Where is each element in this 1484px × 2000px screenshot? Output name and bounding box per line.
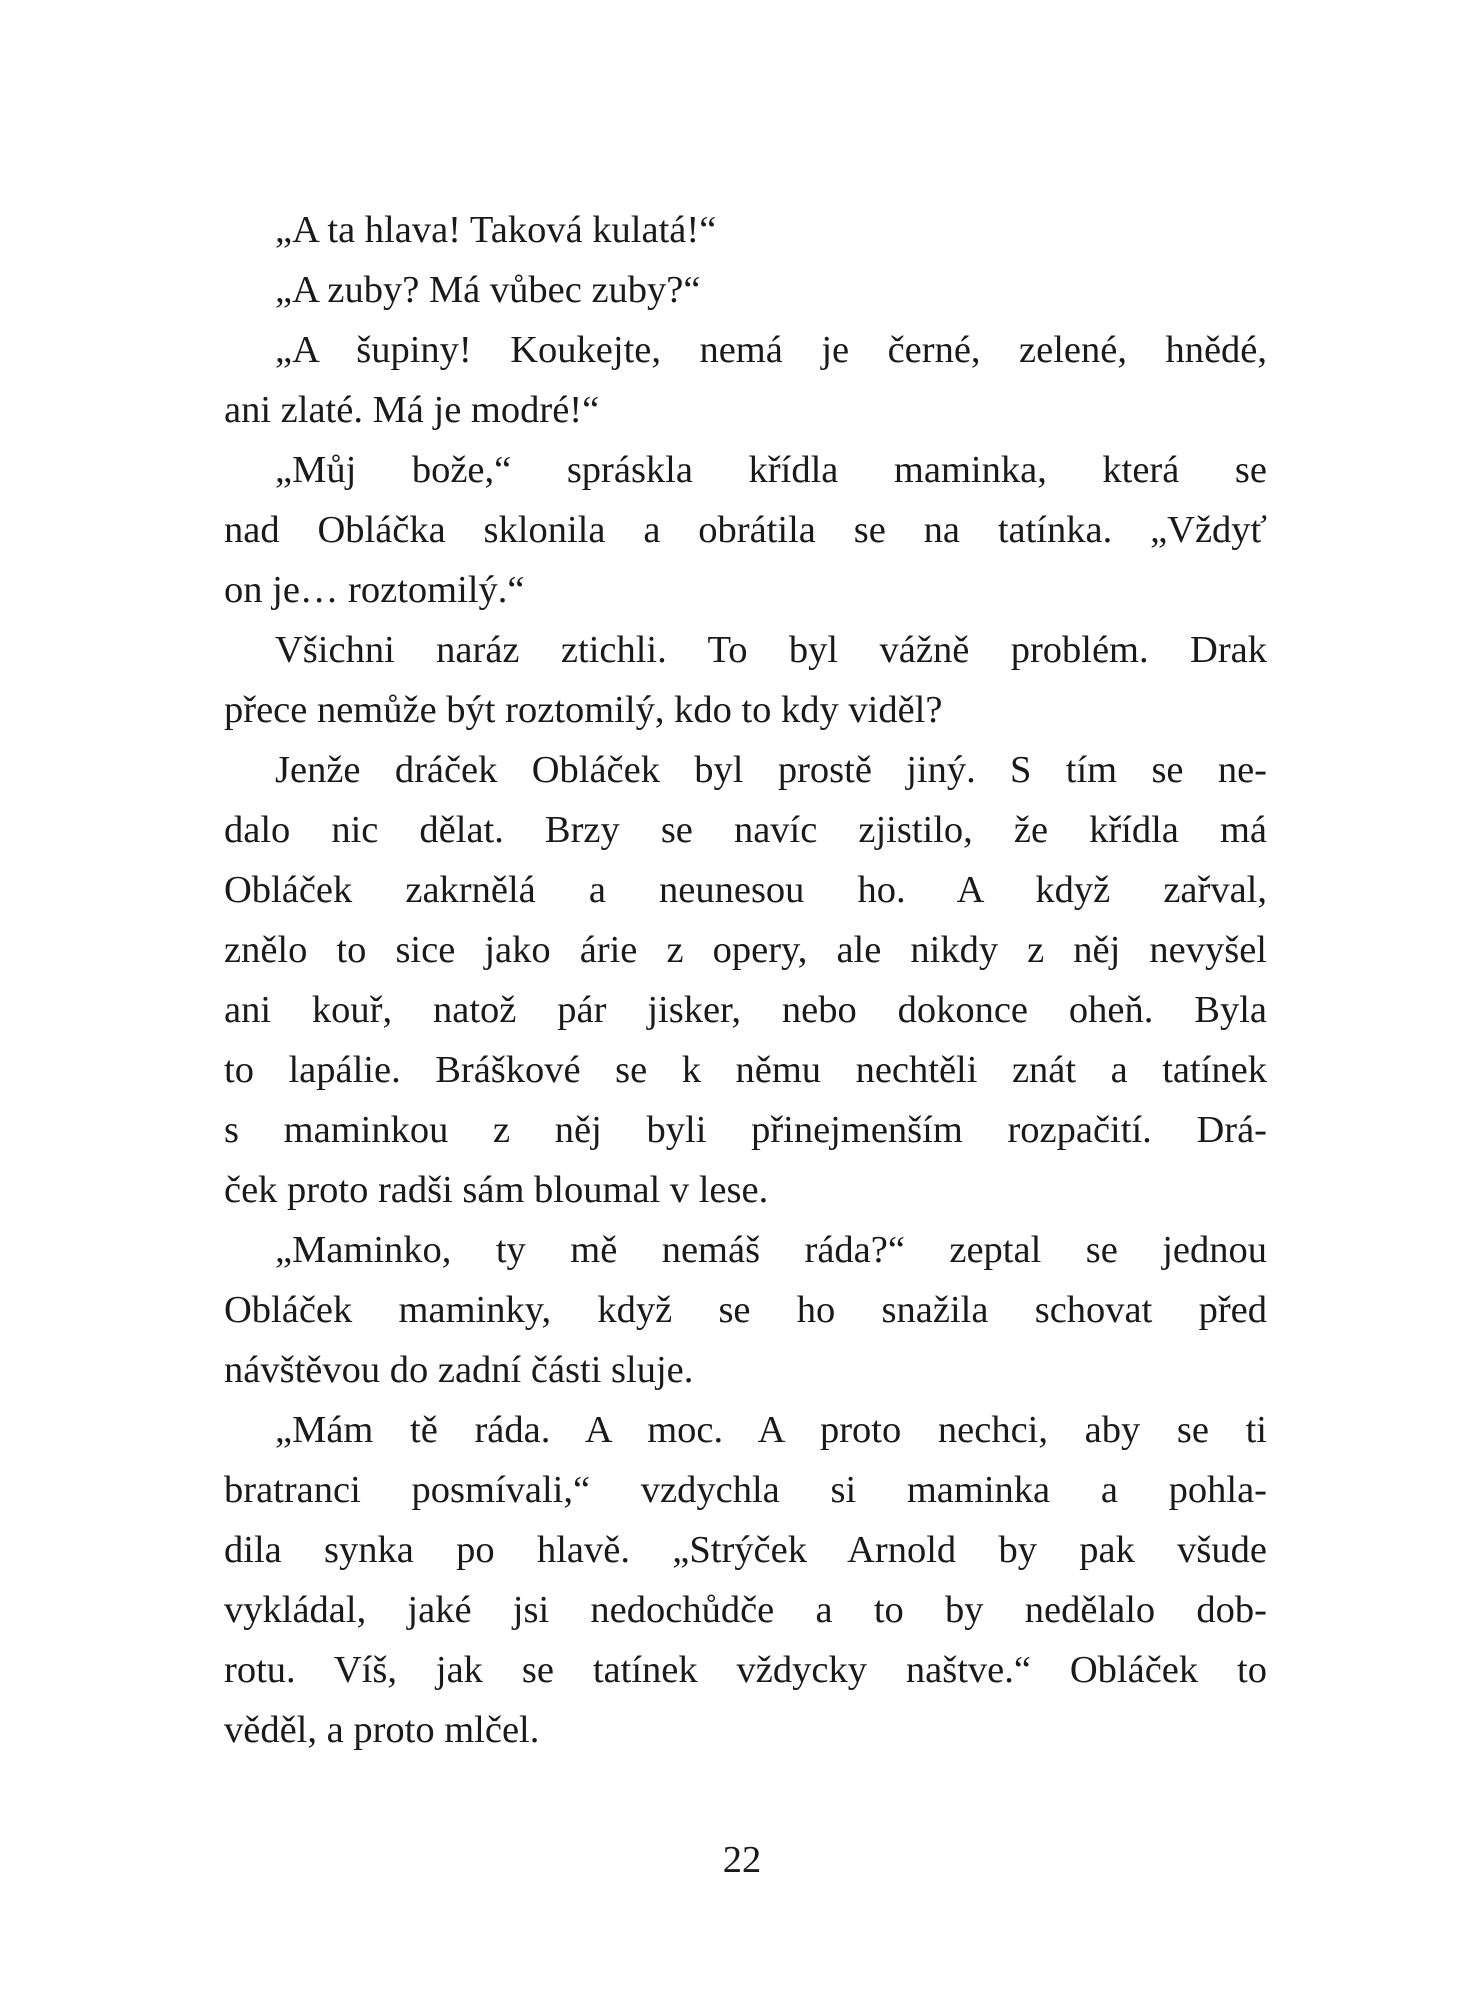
text-line: „A šupiny! Koukejte, nemá je černé, zelené, hnědé, (275, 329, 1267, 371)
text-line: „A ta hlava! Taková kulatá!“ (275, 209, 717, 251)
text-line: vykládal, jaké jsi nedochůdče a to by nedělalo dob- (224, 1589, 1267, 1631)
text-line: s maminkou z něj byli přinejmenším rozpačití. Drá- (224, 1109, 1267, 1151)
text-line: Jenže dráček Obláček byl prostě jiný. S tím se ne- (275, 749, 1267, 791)
text-line: „Maminko, ty mě nemáš ráda?“ zeptal se jednou (275, 1229, 1267, 1271)
text-line: znělo to sice jako árie z opery, ale nikdy z něj nevyšel (224, 929, 1267, 971)
text-line: věděl, a proto mlčel. (224, 1709, 540, 1751)
text-line: dalo nic dělat. Brzy se navíc zjistilo, že křídla má (224, 809, 1267, 851)
page-number: 22 (722, 1839, 762, 1881)
text-line: návštěvou do zadní části sluje. (224, 1349, 694, 1391)
text-line: „A zuby? Má vůbec zuby?“ (275, 269, 701, 311)
text-line: Všichni naráz ztichli. To byl vážně problém. Drak (275, 629, 1267, 671)
text-line: Obláček zakrnělá a neunesou ho. A když zařval, (224, 869, 1267, 911)
text-line: rotu. Víš, jak se tatínek vždycky naštve.“ Obláček to (224, 1649, 1267, 1691)
text-line: to lapálie. Bráškové se k němu nechtěli znát a tatínek (224, 1049, 1267, 1091)
text-line: přece nemůže být roztomilý, kdo to kdy viděl? (224, 689, 943, 731)
body-text (224, 200, 1267, 1760)
text-line: Obláček maminky, když se ho snažila schovat před (224, 1289, 1267, 1331)
text-line: dila synka po hlavě. „Strýček Arnold by pak všude (224, 1529, 1267, 1571)
text-line: ani zlaté. Má je modré!“ (224, 389, 600, 431)
text-line: ček proto radši sám bloumal v lese. (224, 1169, 769, 1211)
text-line: „Můj bože,“ spráskla křídla maminka, která se (275, 449, 1267, 491)
text-line: bratranci posmívali,“ vzdychla si maminka a pohla- (224, 1469, 1267, 1511)
text-line: nad Obláčka sklonila a obrátila se na tatínka. „Vždyť (224, 509, 1267, 551)
text-line: „Mám tě ráda. A moc. A proto nechci, aby se ti (275, 1409, 1267, 1451)
text-line: ani kouř, natož pár jisker, nebo dokonce oheň. Byla (224, 989, 1267, 1031)
text-line: on je… roztomilý.“ (224, 569, 525, 611)
